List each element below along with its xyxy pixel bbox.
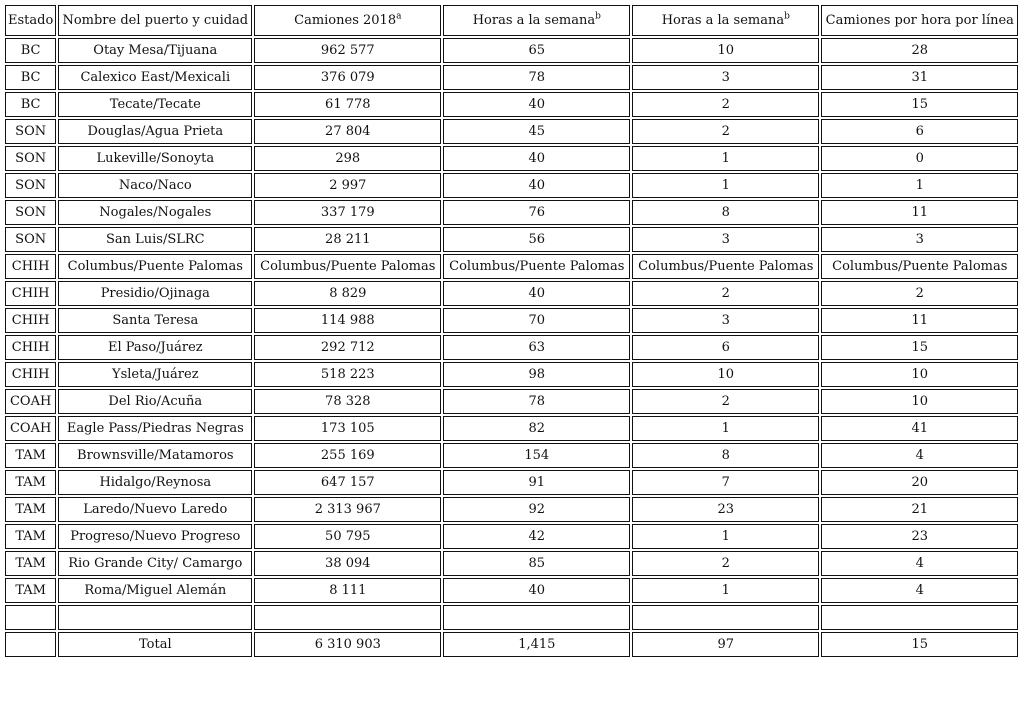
cell-trucks-2018: 298 <box>254 146 441 171</box>
cell-hours-week: 40 <box>443 92 630 117</box>
table-row <box>5 578 1018 603</box>
cell-hours-week: 154 <box>443 443 630 468</box>
cell-hours-week: 78 <box>443 389 630 414</box>
cell-estado: SON <box>5 227 56 252</box>
cell-hours-week: 65 <box>443 38 630 63</box>
cell-trucks-per-hour-lane: 41 <box>821 416 1018 441</box>
cell-estado: TAM <box>5 524 56 549</box>
table-body <box>5 38 1018 657</box>
cell-trucks-2018: 6 310 903 <box>254 632 441 657</box>
table-row <box>5 416 1018 441</box>
cell-hours-week-2: 2 <box>632 92 819 117</box>
cell-port-name <box>58 605 252 630</box>
table-row <box>5 227 1018 252</box>
cell-trucks-per-hour-lane: 4 <box>821 578 1018 603</box>
cell-estado: TAM <box>5 551 56 576</box>
cell-trucks-per-hour-lane: 11 <box>821 200 1018 225</box>
cell-estado: BC <box>5 38 56 63</box>
cell-hours-week-2: 3 <box>632 65 819 90</box>
cell-estado: COAH <box>5 389 56 414</box>
cell-trucks-2018: 8 111 <box>254 578 441 603</box>
cell-hours-week: 91 <box>443 470 630 495</box>
cell-hours-week-2: 8 <box>632 200 819 225</box>
cell-port-name: Columbus/Puente Palomas <box>58 254 252 279</box>
cell-estado: CHIH <box>5 335 56 360</box>
table-row <box>5 470 1018 495</box>
cell-trucks-per-hour-lane: 4 <box>821 551 1018 576</box>
cell-hours-week-2: 6 <box>632 335 819 360</box>
cell-hours-week-2: 2 <box>632 281 819 306</box>
footnote-b: b <box>784 11 790 22</box>
cell-hours-week: 98 <box>443 362 630 387</box>
cell-estado: CHIH <box>5 308 56 333</box>
cell-estado: TAM <box>5 470 56 495</box>
cell-hours-week: Columbus/Puente Palomas <box>443 254 630 279</box>
cell-trucks-per-hour-lane: 10 <box>821 389 1018 414</box>
cell-trucks-per-hour-lane: 4 <box>821 443 1018 468</box>
cell-port-name: Presidio/Ojinaga <box>58 281 252 306</box>
cell-trucks-per-hour-lane: 15 <box>821 632 1018 657</box>
cell-trucks-per-hour-lane: 2 <box>821 281 1018 306</box>
cell-hours-week: 82 <box>443 416 630 441</box>
cell-hours-week: 1,415 <box>443 632 630 657</box>
cell-port-name: Ysleta/Juárez <box>58 362 252 387</box>
cell-trucks-2018: 38 094 <box>254 551 441 576</box>
header-trucks-2018: Camiones 2018$^a$ <box>254 5 441 36</box>
cell-trucks-2018: 255 169 <box>254 443 441 468</box>
cell-trucks-per-hour-lane: 0 <box>821 146 1018 171</box>
cell-hours-week: 92 <box>443 497 630 522</box>
cell-trucks-per-hour-lane: Columbus/Puente Palomas <box>821 254 1018 279</box>
table-row <box>5 92 1018 117</box>
cell-hours-week-2: 10 <box>632 362 819 387</box>
cell-trucks-2018: 518 223 <box>254 362 441 387</box>
cell-trucks-2018: 2 997 <box>254 173 441 198</box>
cell-trucks-2018: Columbus/Puente Palomas <box>254 254 441 279</box>
cell-hours-week-2: 8 <box>632 443 819 468</box>
cell-trucks-per-hour-lane: 3 <box>821 227 1018 252</box>
cell-port-name: Calexico East/Mexicali <box>58 65 252 90</box>
header-hours-week: Horas a la semana$^b$ <box>443 5 630 36</box>
cell-trucks-per-hour-lane: 28 <box>821 38 1018 63</box>
cell-trucks-2018: 61 778 <box>254 92 441 117</box>
cell-hours-week: 40 <box>443 173 630 198</box>
cell-trucks-2018: 50 795 <box>254 524 441 549</box>
cell-hours-week: 85 <box>443 551 630 576</box>
cell-hours-week-2: 3 <box>632 227 819 252</box>
cell-estado: COAH <box>5 416 56 441</box>
cell-hours-week-2: 2 <box>632 119 819 144</box>
cell-trucks-2018: 28 211 <box>254 227 441 252</box>
cell-estado: BC <box>5 65 56 90</box>
cell-trucks-per-hour-lane: 6 <box>821 119 1018 144</box>
cell-port-name: Lukeville/Sonoyta <box>58 146 252 171</box>
cell-port-name: Douglas/Agua Prieta <box>58 119 252 144</box>
cell-hours-week: 76 <box>443 200 630 225</box>
table-row <box>5 119 1018 144</box>
cell-port-name: Progreso/Nuevo Progreso <box>58 524 252 549</box>
cell-hours-week-2: 7 <box>632 470 819 495</box>
table-row <box>5 497 1018 522</box>
cell-estado <box>5 605 56 630</box>
cell-trucks-2018: 27 804 <box>254 119 441 144</box>
cell-port-name: Hidalgo/Reynosa <box>58 470 252 495</box>
cell-estado: CHIH <box>5 254 56 279</box>
cell-trucks-per-hour-lane: 15 <box>821 335 1018 360</box>
cell-trucks-per-hour-lane: 20 <box>821 470 1018 495</box>
table-row <box>5 443 1018 468</box>
cell-hours-week-2: 1 <box>632 173 819 198</box>
cell-port-name: Brownsville/Matamoros <box>58 443 252 468</box>
cell-hours-week-2 <box>632 605 819 630</box>
table-row <box>5 551 1018 576</box>
header-trucks-per-hour-lane: Camiones por hora por línea <box>821 5 1018 36</box>
cell-estado: TAM <box>5 578 56 603</box>
cell-port-name: Del Rio/Acuña <box>58 389 252 414</box>
cell-hours-week: 78 <box>443 65 630 90</box>
cell-trucks-per-hour-lane: 11 <box>821 308 1018 333</box>
cell-trucks-2018: 78 328 <box>254 389 441 414</box>
cell-port-name: Total <box>58 632 252 657</box>
cell-trucks-2018: 292 712 <box>254 335 441 360</box>
table-row <box>5 38 1018 63</box>
cell-estado: SON <box>5 200 56 225</box>
cell-hours-week: 56 <box>443 227 630 252</box>
cell-trucks-2018: 376 079 <box>254 65 441 90</box>
header-estado: Estado <box>5 5 56 36</box>
cell-estado: TAM <box>5 443 56 468</box>
table-row <box>5 146 1018 171</box>
cell-estado: TAM <box>5 497 56 522</box>
cell-port-name: Otay Mesa/Tijuana <box>58 38 252 63</box>
cell-hours-week-2: 1 <box>632 416 819 441</box>
table-row <box>5 65 1018 90</box>
cell-trucks-2018: 2 313 967 <box>254 497 441 522</box>
cell-trucks-per-hour-lane: 15 <box>821 92 1018 117</box>
table-row <box>5 362 1018 387</box>
cell-hours-week: 70 <box>443 308 630 333</box>
cell-estado: CHIH <box>5 362 56 387</box>
table-row <box>5 308 1018 333</box>
cell-hours-week: 63 <box>443 335 630 360</box>
cell-port-name: El Paso/Juárez <box>58 335 252 360</box>
cell-hours-week-2: 23 <box>632 497 819 522</box>
table-row <box>5 200 1018 225</box>
cell-estado: SON <box>5 146 56 171</box>
cell-hours-week: 40 <box>443 281 630 306</box>
footnote-a: a <box>396 11 402 22</box>
cell-estado: SON <box>5 119 56 144</box>
cell-trucks-2018: 114 988 <box>254 308 441 333</box>
cell-hours-week: 45 <box>443 119 630 144</box>
table-row <box>5 524 1018 549</box>
cell-port-name: Nogales/Nogales <box>58 200 252 225</box>
cell-hours-week-2: Columbus/Puente Palomas <box>632 254 819 279</box>
table-row <box>5 281 1018 306</box>
table-row <box>5 254 1018 279</box>
cell-trucks-2018: 173 105 <box>254 416 441 441</box>
table-row <box>5 632 1018 657</box>
cell-trucks-2018: 962 577 <box>254 38 441 63</box>
ports-table <box>3 3 1020 659</box>
cell-port-name: San Luis/SLRC <box>58 227 252 252</box>
cell-port-name: Rio Grande City/ Camargo <box>58 551 252 576</box>
cell-trucks-per-hour-lane: 1 <box>821 173 1018 198</box>
cell-estado: CHIH <box>5 281 56 306</box>
table-row <box>5 173 1018 198</box>
table-row <box>5 389 1018 414</box>
footnote-b: b <box>595 11 601 22</box>
cell-port-name: Tecate/Tecate <box>58 92 252 117</box>
cell-trucks-2018: 8 829 <box>254 281 441 306</box>
header-row <box>5 5 1018 36</box>
cell-estado: SON <box>5 173 56 198</box>
cell-trucks-2018: 647 157 <box>254 470 441 495</box>
cell-trucks-per-hour-lane: 31 <box>821 65 1018 90</box>
cell-trucks-2018: 337 179 <box>254 200 441 225</box>
cell-hours-week-2: 3 <box>632 308 819 333</box>
cell-hours-week <box>443 605 630 630</box>
cell-trucks-per-hour-lane: 21 <box>821 497 1018 522</box>
cell-trucks-per-hour-lane <box>821 605 1018 630</box>
cell-trucks-per-hour-lane: 10 <box>821 362 1018 387</box>
cell-hours-week-2: 10 <box>632 38 819 63</box>
cell-hours-week-2: 2 <box>632 389 819 414</box>
cell-hours-week: 42 <box>443 524 630 549</box>
cell-port-name: Roma/Miguel Alemán <box>58 578 252 603</box>
header-port-name: Nombre del puerto y cuidad <box>58 5 252 36</box>
table-row <box>5 335 1018 360</box>
cell-estado <box>5 632 56 657</box>
cell-hours-week-2: 1 <box>632 578 819 603</box>
cell-port-name: Santa Teresa <box>58 308 252 333</box>
cell-hours-week: 40 <box>443 578 630 603</box>
table-row <box>5 605 1018 630</box>
cell-port-name: Eagle Pass/Piedras Negras <box>58 416 252 441</box>
cell-port-name: Laredo/Nuevo Laredo <box>58 497 252 522</box>
cell-port-name: Naco/Naco <box>58 173 252 198</box>
cell-trucks-2018 <box>254 605 441 630</box>
cell-hours-week: 40 <box>443 146 630 171</box>
cell-estado: BC <box>5 92 56 117</box>
header-hours-week-2: Horas a la semana$^b$ <box>632 5 819 36</box>
cell-hours-week-2: 1 <box>632 524 819 549</box>
cell-hours-week-2: 97 <box>632 632 819 657</box>
cell-hours-week-2: 2 <box>632 551 819 576</box>
cell-hours-week-2: 1 <box>632 146 819 171</box>
cell-trucks-per-hour-lane: 23 <box>821 524 1018 549</box>
